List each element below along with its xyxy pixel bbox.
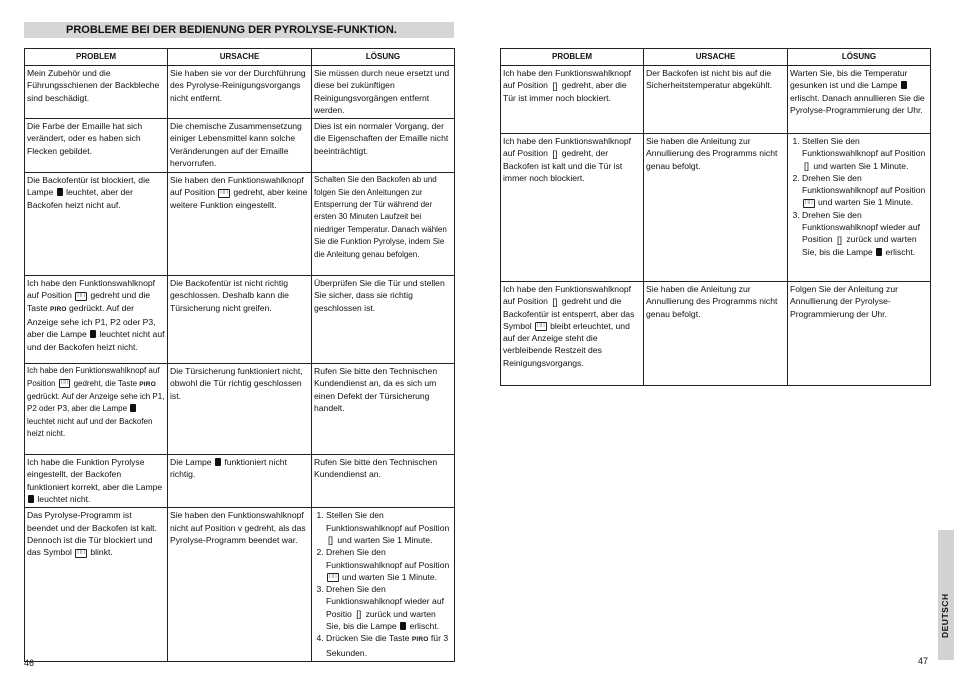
table-row (25, 119, 455, 173)
piro-button-icon: PIRO (139, 380, 156, 388)
list-item: 1. Stellen Sie den Funktionswahlknopf auf Position [] und warten Sie 1 Minute. (802, 135, 928, 172)
section-title: PROBLEME BEI DER BEDIENUNG DER PYROLYSE-FUNKTION. (24, 22, 454, 38)
list-item: 2. Drehen Sie den Funktionswahlknopf auf Position ∷∷ und warten Sie 1 Minute. (326, 546, 452, 583)
table-row (501, 66, 931, 134)
bracket-position-icon: [] (552, 148, 558, 159)
cause-cell: Die Türsicherung funktioniert nicht, obwohl die Tür richtig geschlossen ist. (168, 364, 312, 455)
problem-cell: Ich habe die Funktion Pyrolyse eingestellt, der Backofen funktioniert korrekt, aber die Lampe leuchtet nicht. (25, 455, 168, 508)
solution-cell: Rufen Sie bitte den Technischen Kundendienst an. (312, 455, 455, 508)
cause-cell: Die Lampe funktioniert nicht richtig. (168, 455, 312, 508)
list-item: 2. Drehen Sie den Funktionswahlknopf auf Position ∷∷ und warten Sie 1 Minute. (802, 172, 928, 209)
cause-cell: Sie haben den Funktionswahlknopf auf Position ∷∷ gedreht, aber keine weitere Funktion eingestellt. (168, 173, 312, 276)
header-solution: LÖSUNG (312, 49, 455, 66)
solution-cell: Folgen Sie der Anleitung zur Annullierung der Pyrolyse-Programmierung der Uhr. (788, 282, 931, 386)
bracket-position-icon: [] (836, 234, 842, 245)
table-row (25, 276, 455, 364)
lock-icon (901, 81, 907, 89)
lock-icon (130, 404, 136, 412)
bracket-position-icon: [] (552, 80, 558, 91)
lock-icon (215, 458, 221, 466)
lock-icon (400, 622, 406, 630)
header-problem: PROBLEM (25, 49, 168, 66)
bracket-position-icon: [] (552, 296, 558, 307)
lock-icon (876, 248, 882, 256)
list-item: 3. Drehen Sie den Funktionswahlknopf wieder auf Position [] zurück und warten Sie, bis die Lampe erlischt. (802, 209, 928, 258)
header-cause: URSACHE (168, 49, 312, 66)
pyrolysis-symbol-icon: ∷∷ (220, 189, 228, 196)
bracket-position-icon: [] (356, 608, 362, 619)
bracket-position-icon: [] (328, 535, 334, 546)
table-row (25, 364, 455, 455)
table-row (501, 282, 931, 386)
language-side-tab (938, 530, 954, 660)
lock-icon (57, 188, 63, 196)
problem-cell: Ich habe den Funktionswahlknopf auf Position ∷∷ gedreht, die Taste PIRO gedrückt. Auf der Anzeige sehe ich P1, P2 oder P3, aber die Lampe leuchtet nicht auf und der Backofen heizt nicht. (25, 364, 168, 455)
solution-cell (312, 508, 455, 662)
table-header-row (25, 49, 455, 66)
solution-steps (790, 135, 928, 258)
solution-cell: Dies ist ein normaler Vorgang, der die Eigenschaften der Emaille nicht beeinträchtigt. (312, 119, 455, 173)
problem-cell: Ich habe den Funktionswahlknopf auf Position ∷∷ gedreht und die Taste PIRO gedrückt. Auf der Anzeige sehe ich P1, P2 oder P3, aber die Lampe leuchtet nicht auf und der Backofen heizt nicht. (25, 276, 168, 364)
table-header-row (501, 49, 931, 66)
solution-cell: Warten Sie, bis die Temperatur gesunken ist und die Lampe erlischt. Danach annullieren Sie die Pyrolyse-Programmierung der Uhr. (788, 66, 931, 134)
cause-cell: Sie haben den Funktionswahlknopf nicht auf Position v gedreht, als das Pyrolyse-Programm beendet war. (168, 508, 312, 662)
solution-cell: Schalten Sie den Backofen ab und folgen Sie den Anleitungen zur Entsperrung der Tür während der ersten 30 Minuten Laufzeit bei niedriger Temperatur. Danach wählen Sie die Funktion Pyrolyse, indem Sie die Anleitung genau befolgen. (312, 173, 455, 276)
cause-cell: Die Backofentür ist nicht richtig geschlossen. Deshalb kann die Türsicherung nicht greifen. (168, 276, 312, 364)
pyrolysis-symbol-icon: ∷∷ (60, 379, 69, 386)
problem-cell: Ich habe den Funktionswahlknopf auf Position [] gedreht, der Backofen ist kalt und die Tür ist immer noch blockiert. (501, 134, 644, 282)
table-row (25, 508, 455, 662)
right-troubleshooting-table (500, 48, 931, 386)
cause-cell: Die chemische Zusammensetzung einiger Lebensmittel kann solche Veränderungen auf der Emaille hervorrufen. (168, 119, 312, 173)
problem-cell: Mein Zubehör und die Führungsschienen der Backbleche sind beschädigt. (25, 66, 168, 119)
solution-cell: Rufen Sie bitte den Technischen Kundendienst an, da es sich um einen Defekt der Türsicherung handelt. (312, 364, 455, 455)
piro-button-icon: PIRO (411, 636, 429, 644)
header-cause: URSACHE (644, 49, 788, 66)
page-number-right: 47 (918, 656, 929, 666)
list-item: 3. Drehen Sie den Funktionswahlknopf wieder auf Positio [] zurück und warten Sie, bis die Lampe erlischt. (326, 583, 452, 632)
table-row (25, 66, 455, 119)
solution-cell (788, 134, 931, 282)
lock-icon (28, 495, 34, 503)
problem-cell: Ich habe den Funktionswahlknopf auf Position [] gedreht, aber die Tür ist immer noch blockiert. (501, 66, 644, 134)
list-item: 1. Stellen Sie den Funktionswahlknopf auf Position [] und warten Sie 1 Minute. (326, 509, 452, 546)
solution-cell: Sie müssen durch neue ersetzt und diese bei zukünftigen Reinigungsvorgängen entfernt werden. (312, 66, 455, 119)
piro-button-icon: PIRO (49, 305, 67, 313)
list-item: 4. Drücken Sie die Taste PIRO für 3 Sekunden. (326, 632, 452, 659)
pyrolysis-symbol-icon: ∷∷ (77, 292, 85, 299)
bracket-position-icon: [] (804, 160, 810, 171)
pyrolysis-symbol-icon: ∷∷ (77, 549, 85, 556)
pyrolysis-symbol-icon: ∷∷ (537, 323, 545, 330)
problem-cell: Das Pyrolyse-Programm ist beendet und der Backofen ist kalt. Dennoch ist die Tür blockiert und das Symbol ∷∷ blinkt. (25, 508, 168, 662)
header-solution: LÖSUNG (788, 49, 931, 66)
pyrolysis-symbol-icon: ∷∷ (805, 199, 813, 206)
side-tab-label: DEUTSCH (940, 593, 950, 638)
header-problem: PROBLEM (501, 49, 644, 66)
problem-cell: Die Backofentür ist blockiert, die Lampe leuchtet, aber der Backofen heizt nicht auf. (25, 173, 168, 276)
left-troubleshooting-table (24, 48, 455, 662)
page-number-left: 46 (24, 658, 35, 668)
solution-cell: Überprüfen Sie die Tür und stellen Sie sicher, dass sie richtig geschlossen ist. (312, 276, 455, 364)
cause-cell: Sie haben die Anleitung zur Annullierung des Programms nicht genau befolgt. (644, 134, 788, 282)
cause-cell: Sie haben die Anleitung zur Annullierung des Programms nicht genau befolgt. (644, 282, 788, 386)
cause-cell: Sie haben sie vor der Durchführung des Pyrolyse-Reinigungsvorgangs nicht entfernt. (168, 66, 312, 119)
solution-steps (314, 509, 452, 659)
lock-icon (90, 330, 96, 338)
table-row (501, 134, 931, 282)
problem-cell: Die Farbe der Emaille hat sich verändert, oder es haben sich Flecken gebildet. (25, 119, 168, 173)
cause-cell: Der Backofen ist nicht bis auf die Sicherheitstemperatur abgekühlt. (644, 66, 788, 134)
pyrolysis-symbol-icon: ∷∷ (329, 574, 337, 581)
table-row (25, 455, 455, 508)
table-row (25, 173, 455, 276)
problem-cell: Ich habe den Funktionswahlknopf auf Position [] gedreht und die Backofentür ist entsperrt, aber das Symbol ∷∷ bleibt erleuchtet, und auf der Anzeige steht die verbleibende Restzeit des Reinigungsvorgangs. (501, 282, 644, 386)
